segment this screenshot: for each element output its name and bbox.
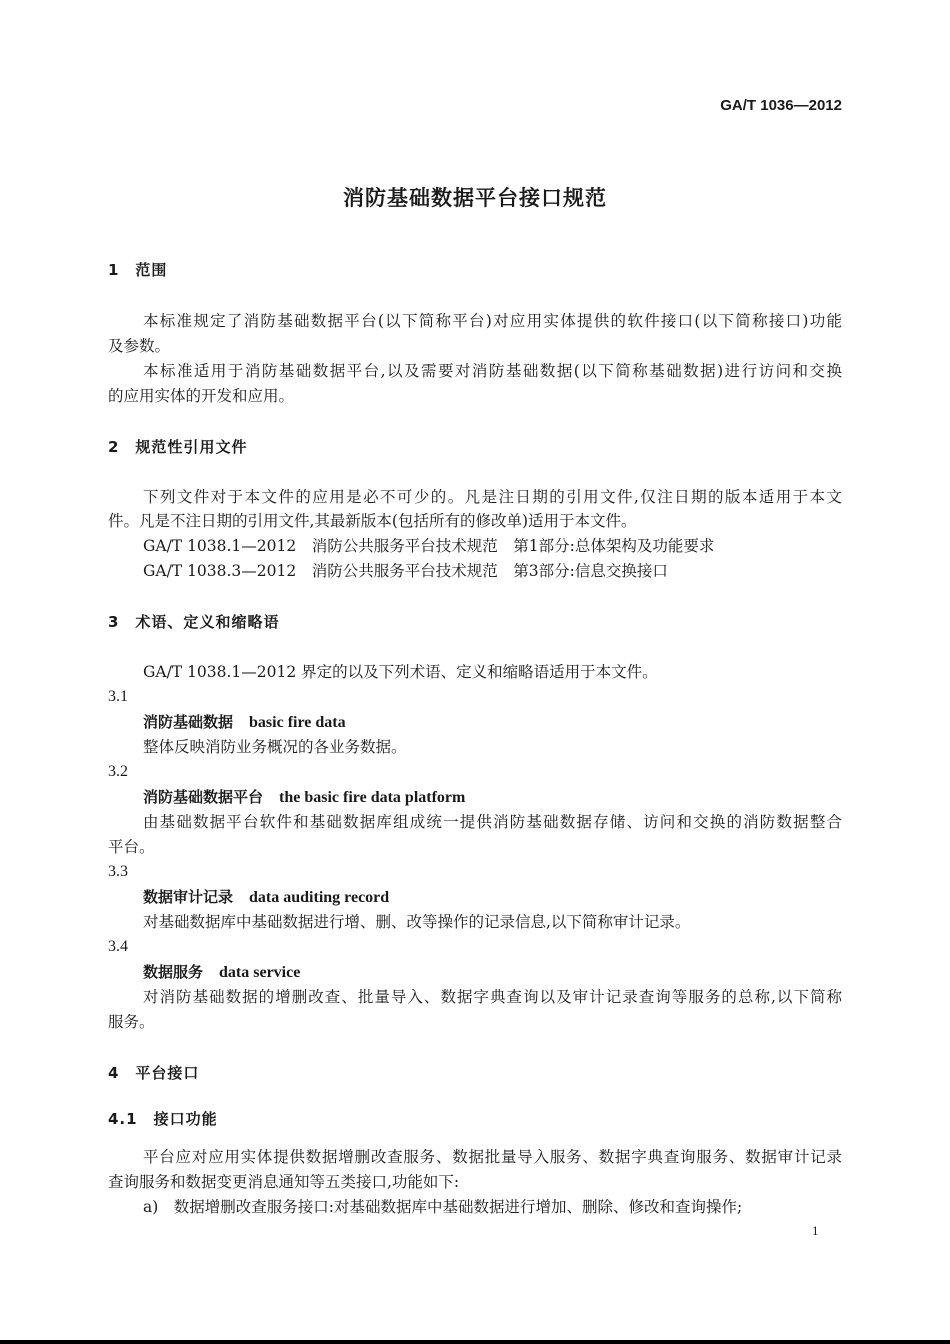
subsection-heading-4-1: 4.1 接口功能 — [108, 1110, 218, 1128]
term-definition: 服务。 — [108, 1013, 155, 1031]
section-heading-3: 3 术语、定义和缩略语 — [108, 613, 280, 631]
term-number: 3.3 — [108, 863, 128, 880]
term-title — [143, 960, 842, 984]
term-number: 3.2 — [108, 763, 128, 780]
bottom-border — [0, 1340, 950, 1344]
document-code: GA/T 1036—2012 — [720, 97, 842, 114]
term-number: 3.4 — [108, 938, 128, 955]
paragraph-line: 查询服务和数据变更消息通知等五类接口,功能如下: — [108, 1173, 460, 1191]
term-en: the basic fire data platform — [279, 789, 466, 806]
paragraph-line: GA/T 1038.1—2012 界定的以及下列术语、定义和缩略语适用于本文件。 — [143, 663, 658, 681]
reference-item: GA/T 1038.3—2012 消防公共服务平台技术规范 第3部分:信息交换接口 — [143, 562, 668, 580]
term-zh: 消防基础数据 — [143, 713, 234, 731]
term-definition: 对基础数据库中基础数据进行增、删、改等操作的记录信息,以下简称审计记录。 — [143, 913, 691, 931]
term-title — [143, 785, 842, 809]
term-en: data auditing record — [249, 889, 390, 906]
term-zh: 消防基础数据平台 — [143, 788, 264, 806]
term-zh: 数据服务 — [143, 963, 204, 981]
term-title — [143, 710, 842, 734]
term-zh: 数据审计记录 — [143, 888, 234, 906]
list-item: a) 数据增删改查服务接口:对基础数据库中基础数据进行增加、删除、修改和查询操作; — [143, 1198, 743, 1216]
paragraph-line: 的应用实体的开发和应用。 — [108, 387, 295, 405]
term-en: basic fire data — [249, 714, 346, 731]
paragraph-line: 本标准适用于消防基础数据平台,以及需要对消防基础数据(以下简称基础数据)进行访问和交换 — [143, 362, 842, 380]
section-heading-1: 1 范围 — [108, 261, 168, 279]
section-heading-4: 4 平台接口 — [108, 1064, 200, 1082]
paragraph-line: 平台应对应用实体提供数据增删改查服务、数据批量导入服务、数据字典查询服务、数据审计记录 — [143, 1148, 842, 1166]
reference-item: GA/T 1038.1—2012 消防公共服务平台技术规范 第1部分:总体架构及功能要求 — [143, 537, 715, 555]
section-heading-2: 2 规范性引用文件 — [108, 438, 248, 456]
page-title: 消防基础数据平台接口规范 — [343, 186, 607, 210]
page-number: 1 — [812, 1223, 819, 1238]
paragraph-line: 本标准规定了消防基础数据平台(以下简称平台)对应用实体提供的软件接口(以下简称接口)功能 — [143, 312, 842, 330]
term-definition: 整体反映消防业务概况的各业务数据。 — [143, 738, 407, 756]
term-number: 3.1 — [108, 688, 128, 705]
paragraph-line: 及参数。 — [108, 337, 171, 355]
term-title — [143, 885, 842, 909]
term-definition: 对消防基础数据的增删改查、批量导入、数据字典查询以及审计记录查询等服务的总称,以下简称 — [143, 988, 842, 1006]
term-en: data service — [219, 964, 301, 981]
term-definition: 由基础数据平台软件和基础数据库组成统一提供消防基础数据存储、访问和交换的消防数据整合 — [143, 813, 842, 831]
paragraph-line: 件。凡是不注日期的引用文件,其最新版本(包括所有的修改单)适用于本文件。 — [108, 512, 637, 530]
paragraph-line: 下列文件对于本文件的应用是必不可少的。凡是注日期的引用文件,仅注日期的版本适用于本文 — [143, 488, 842, 506]
term-definition: 平台。 — [108, 838, 155, 856]
